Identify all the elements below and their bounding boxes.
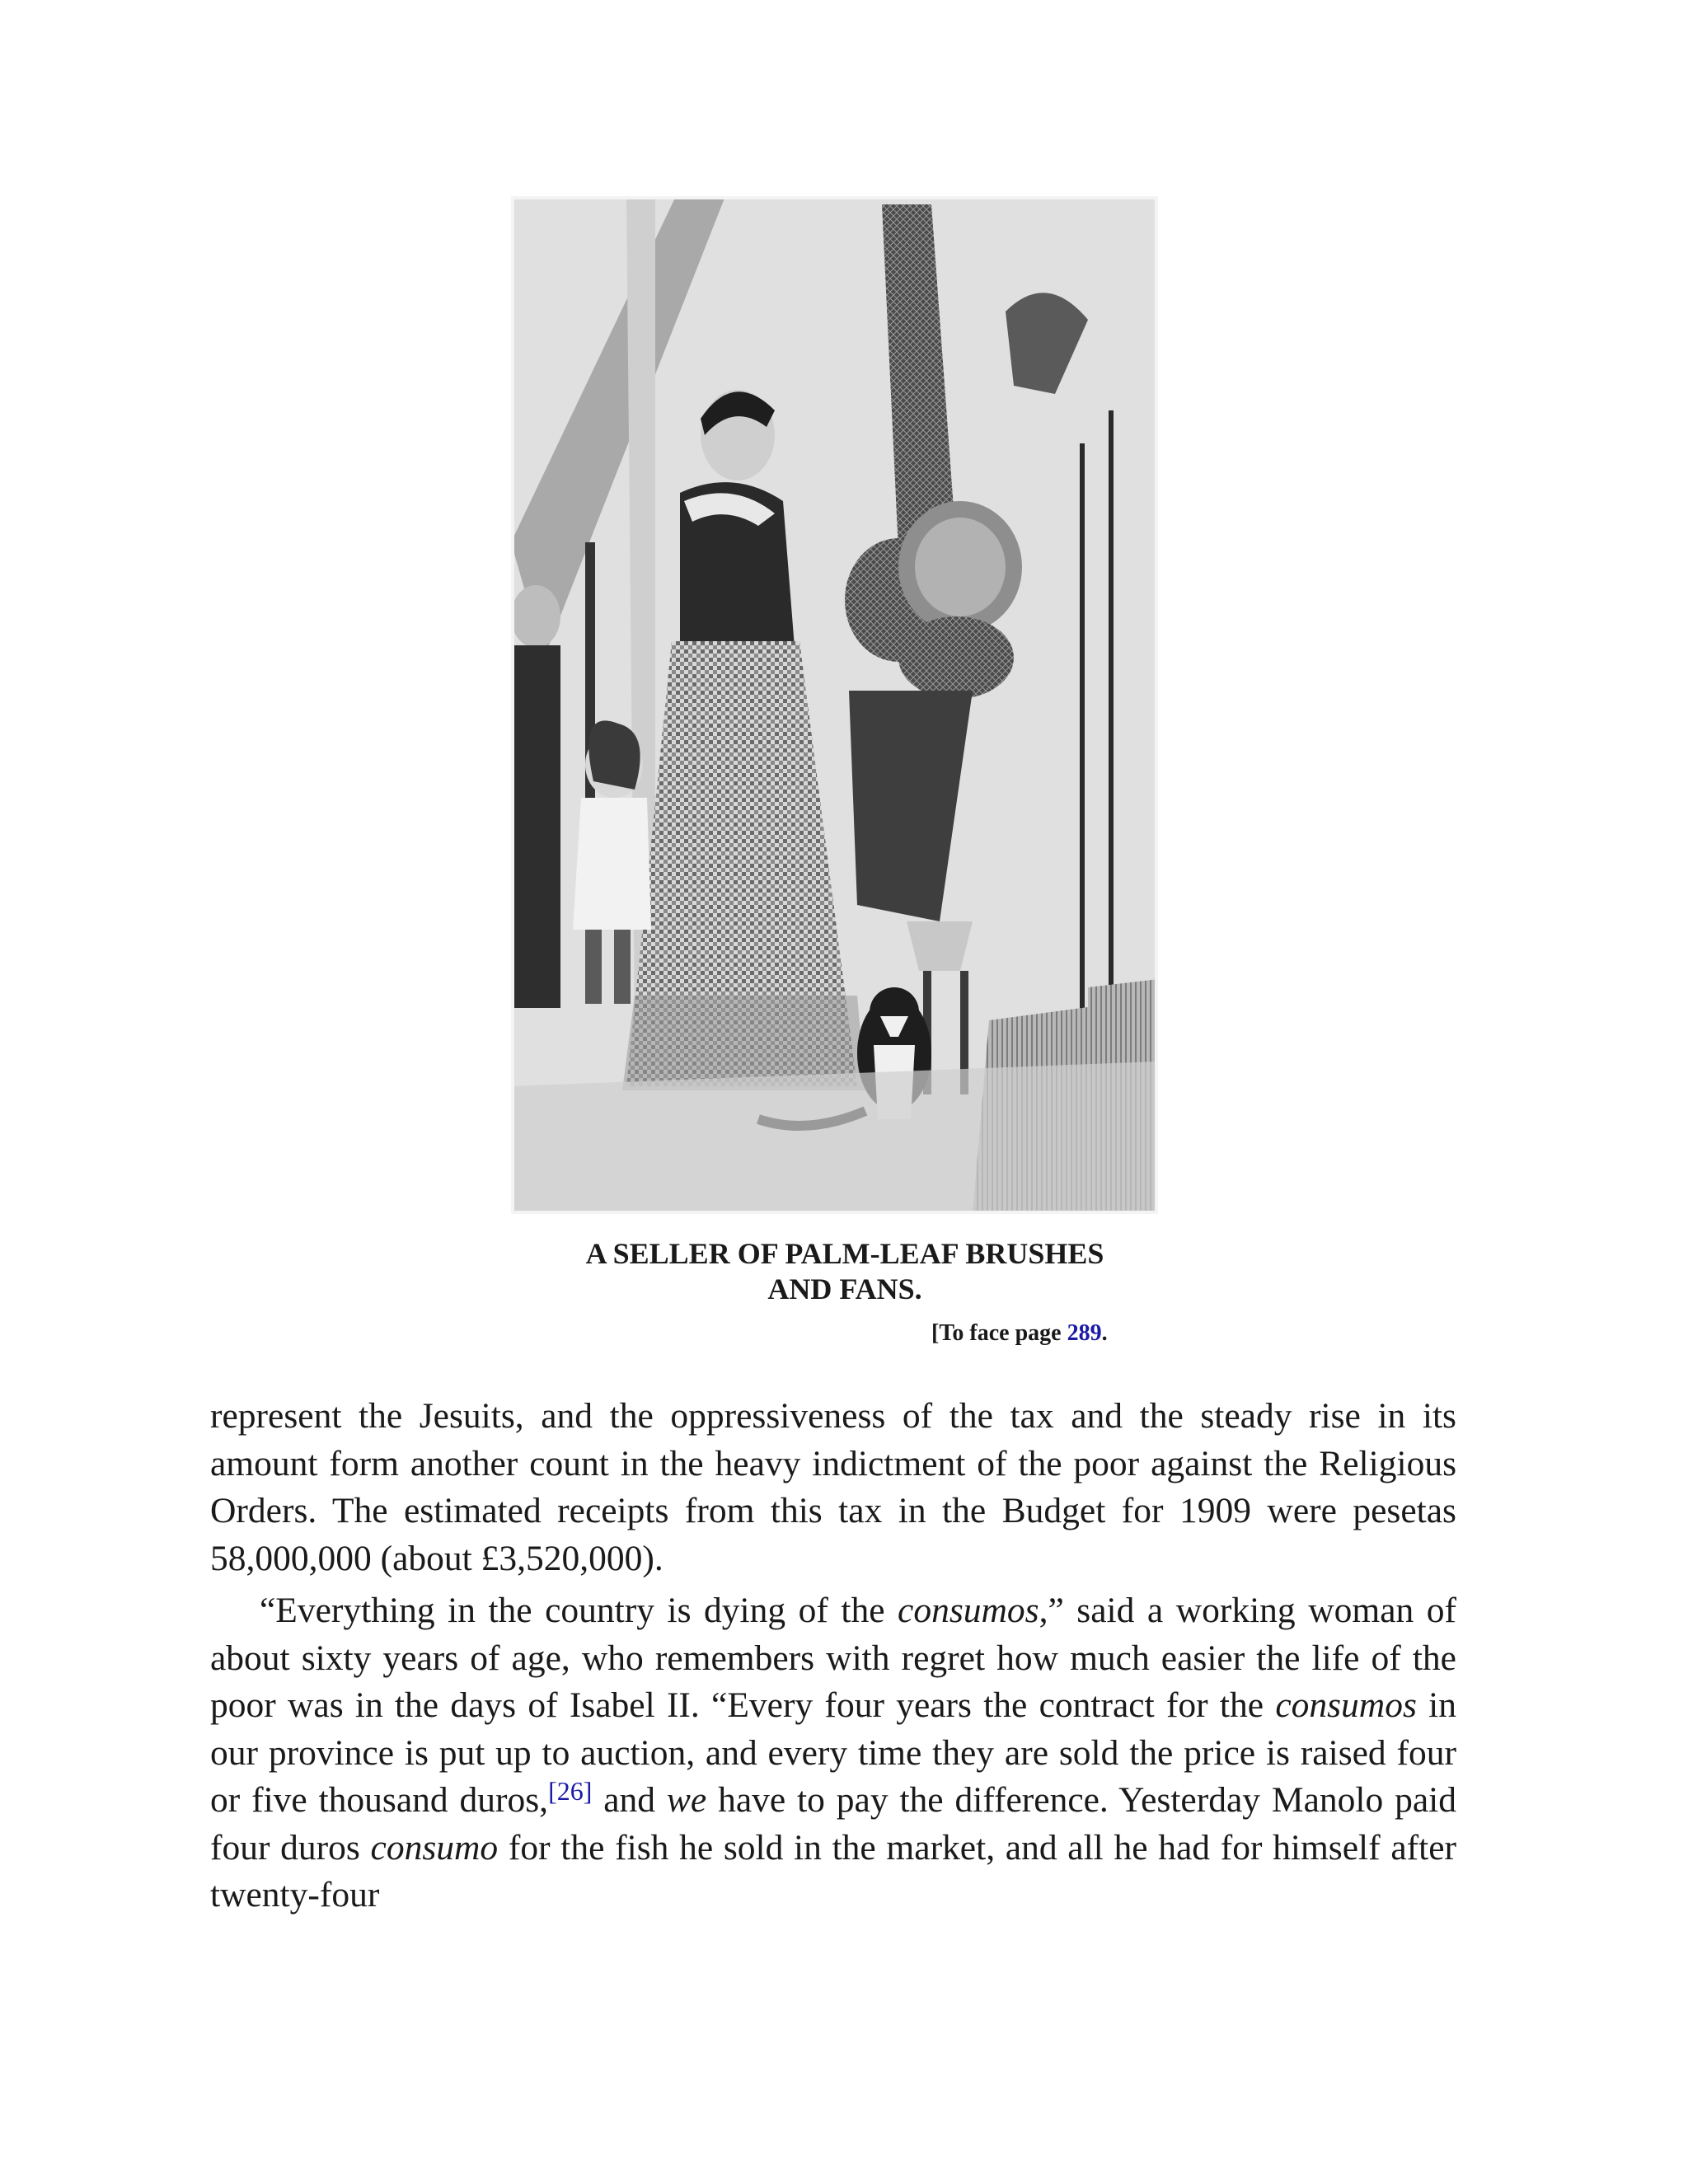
italic-term: consumos bbox=[898, 1591, 1039, 1630]
face-page-link[interactable]: 289 bbox=[1067, 1320, 1102, 1346]
italic-term: consumos bbox=[1275, 1685, 1417, 1725]
paragraph-2-text: in our province is put up to auction, and every time they are sold the price is raised four or five thousand duros, bbox=[210, 1685, 1456, 1820]
italic-term: consumo bbox=[370, 1827, 499, 1868]
footnote-link[interactable]: [26] bbox=[548, 1776, 593, 1806]
paragraph-2-text: ,” said a working woman of about sixty years of age, who remembers with regret how much easier the life of the poor was in the days of Isabel II. “Every four years the contract for the bbox=[210, 1591, 1456, 1725]
paragraph-2-text: and bbox=[592, 1780, 667, 1820]
face-page-prefix: [To face page bbox=[931, 1320, 1067, 1346]
italic-term: we bbox=[666, 1780, 707, 1820]
body-text bbox=[210, 1393, 1456, 1919]
face-page-note bbox=[931, 1320, 1108, 1347]
paragraph-2-text: have to pay the difference. Yesterday Manolo paid four duros bbox=[210, 1780, 1456, 1868]
figure-caption-line2: AND FANS. bbox=[767, 1272, 922, 1305]
photograph-palm-leaf-seller bbox=[511, 196, 1158, 1214]
paragraph-2-text: “Everything in the country is dying of the bbox=[260, 1591, 898, 1630]
paragraph-2 bbox=[210, 1587, 1456, 1919]
face-page-suffix: . bbox=[1101, 1320, 1108, 1346]
paragraph-1: represent the Jesuits, and the oppressiveness of the tax and the steady rise in its amount form another count in the heavy indictment of the poor against the Religious Orders. The estimated receipts from this tax in the Budget for 1909 were pesetas 58,000,000 (about £3,520,000). bbox=[210, 1396, 1456, 1578]
figure-caption-line1: A SELLER OF PALM-LEAF BRUSHES bbox=[585, 1237, 1104, 1270]
paragraph-2-text: for the fish he sold in the market, and all he had for himself after twenty-four bbox=[210, 1827, 1456, 1915]
